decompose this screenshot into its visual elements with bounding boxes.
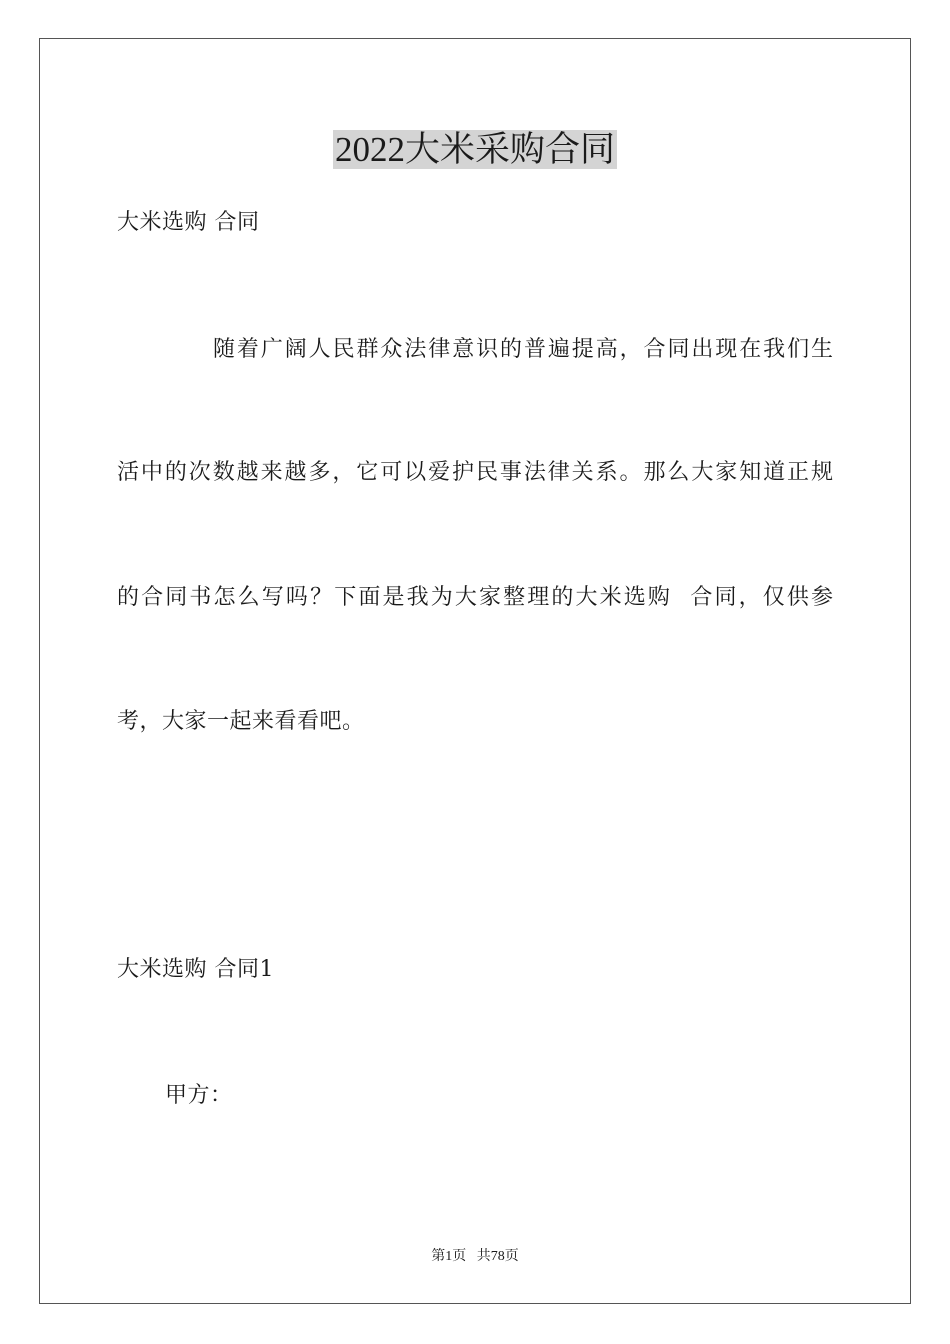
- document-title-text: 2022大米采购合同: [334, 130, 615, 169]
- document-title: [0, 128, 950, 172]
- page-footer: 第1页 共78页: [431, 1249, 519, 1264]
- paragraph-line-4: 考，大家一起来看看吧。: [117, 709, 365, 734]
- paragraph-line-1: 随着广阔人民群众法律意识的普遍提高，合同出现在我们生: [213, 337, 833, 362]
- section-heading: 大米选购 合同1: [117, 957, 274, 982]
- party-a-label: 甲方：: [165, 1083, 233, 1108]
- paragraph-line-2: 活中的次数越来越多，它可以爱护民事法律关系。那么大家知道正规: [117, 460, 833, 485]
- document-subtitle: 大米选购 合同: [117, 210, 260, 235]
- paragraph-line-3: 的合同书怎么写吗？下面是我为大家整理的大米选购 合同，仅供参: [117, 585, 833, 610]
